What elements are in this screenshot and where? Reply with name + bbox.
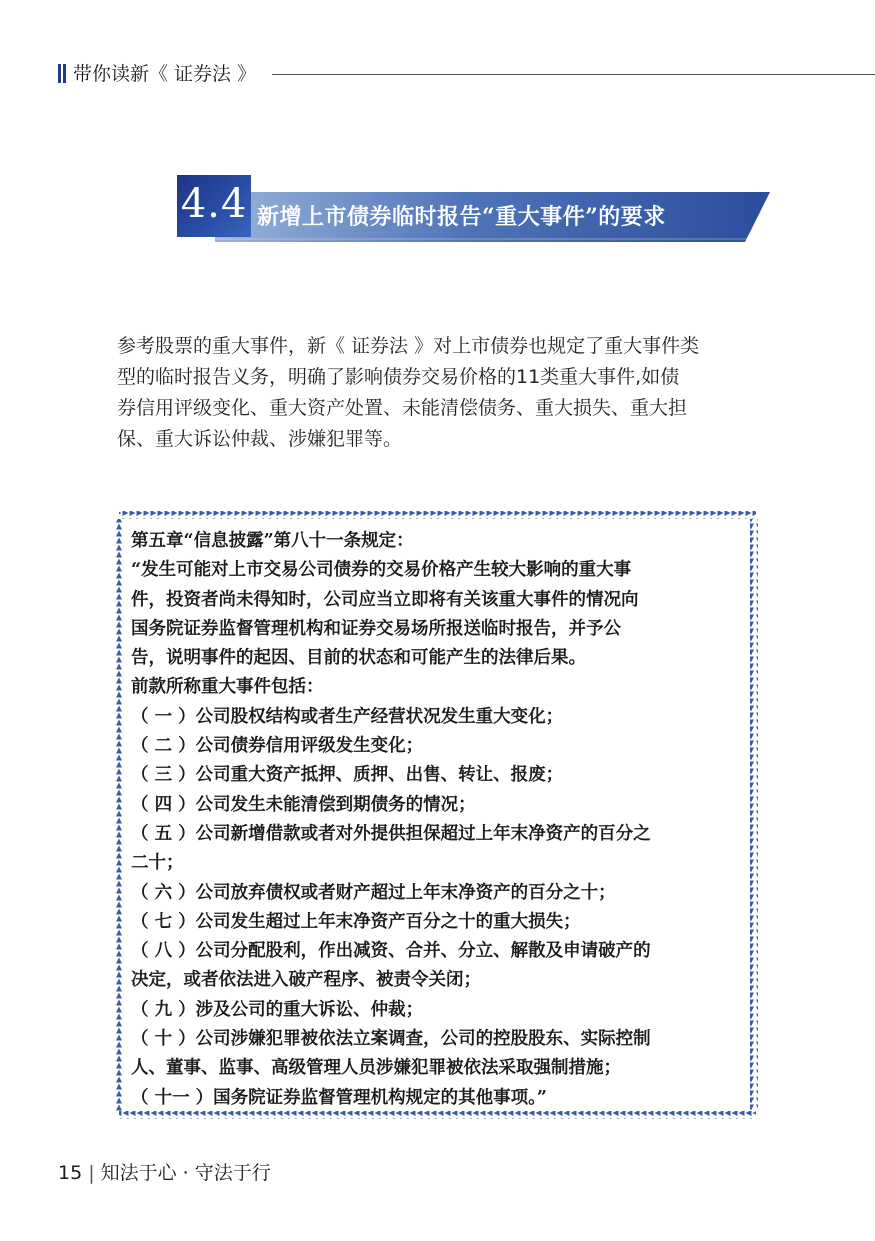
footer-separator: | — [88, 1162, 95, 1184]
law-line: （ 十 ）公司涉嫌犯罪被依法立案调查，公司的控股股东、实际控制 — [131, 1029, 651, 1050]
law-line: “发生可能对上市交易公司债券的交易价格产生较大影响的重大事 — [131, 560, 632, 581]
intro-paragraph — [117, 331, 767, 455]
law-line: （ 七 ）公司发生超过上年末净资产百分之十的重大损失； — [131, 911, 581, 932]
law-line: （ 六 ）公司放弃债权或者财产超过上年末净资产的百分之十； — [131, 882, 616, 903]
law-line: 件，投资者尚未得知时，公司应当立即将有关该重大事件的情况向 — [131, 589, 639, 610]
law-line: 人、董事、监事、高级管理人员涉嫌犯罪被依法采取强制措施； — [131, 1058, 621, 1079]
law-line: （ 五 ）公司新增借款或者对外提供担保超过上年末净资产的百分之 — [131, 823, 651, 844]
header-divider — [272, 74, 875, 75]
page-header — [58, 62, 875, 86]
intro-line: 保、重大诉讼仲裁、涉嫌犯罪等。 — [117, 428, 403, 450]
law-line: （ 八 ）公司分配股利，作出减资、合并、分立、解散及申请破产的 — [131, 941, 651, 962]
law-line: 前款所称重大事件包括： — [131, 677, 324, 698]
law-line: 告，说明事件的起因、目前的状态和可能产生的法律后果。 — [131, 648, 586, 669]
header-bar-icon — [58, 64, 66, 83]
law-text — [131, 527, 751, 1113]
intro-line: 型的临时报告义务，明确了影响债券交易价格的11类重大事件,如债 — [117, 366, 680, 388]
header-title: 带你读新《 证券法 》 — [73, 63, 257, 85]
law-line: （ 二 ）公司债券信用评级发生变化； — [131, 736, 424, 757]
law-line: 国务院证券监督管理机构和证券交易场所报送临时报告，并予公 — [131, 618, 621, 639]
section-number: 4.4 — [177, 175, 251, 237]
page-number: 15 — [58, 1162, 83, 1184]
law-line: （ 三 ）公司重大资产抵押、质押、出售、转让、报废； — [131, 765, 564, 786]
section-title: 新增上市债券临时报告“重大事件”的要求 — [257, 204, 666, 230]
law-line: （ 四 ）公司发生未能清偿到期债务的情况； — [131, 794, 476, 815]
law-line: （ 一 ）公司股权结构或者生产经营状况发生重大变化； — [131, 706, 564, 727]
law-excerpt-box — [115, 509, 760, 1121]
law-line: （ 十一 ）国务院证券监督管理机构规定的其他事项。” — [131, 1087, 547, 1108]
intro-line: 券信用评级变化、重大资产处置、未能清偿债务、重大损失、重大担 — [117, 397, 688, 419]
intro-line: 参考股票的重大事件，新《 证券法 》对上市债券也规定了重大事件类 — [117, 335, 700, 357]
section-banner — [177, 175, 777, 247]
law-line: （ 九 ）涉及公司的重大诉讼、仲裁； — [131, 999, 424, 1020]
law-line: 二十； — [131, 853, 184, 874]
law-line: 第五章“信息披露”第八十一条规定： — [131, 531, 414, 551]
footer-slogan: 知法于心 · 守法于行 — [100, 1162, 271, 1184]
law-line: 决定，或者依法进入破产程序、被责令关闭； — [131, 970, 481, 991]
page-footer — [58, 1160, 271, 1186]
